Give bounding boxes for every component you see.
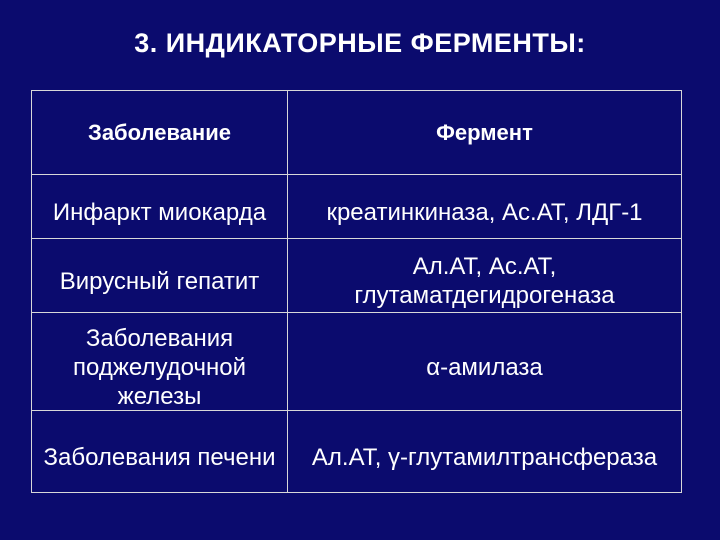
disease-text: Инфаркт миокарда	[52, 198, 267, 226]
page-title: 3. ИНДИКАТОРНЫЕ ФЕРМЕНТЫ:	[134, 28, 586, 58]
enzyme-text: Ал.АТ, Ас.АТ, глутаматдегидрогеназа	[354, 253, 615, 310]
disease-text: Вирусный гепатит	[59, 267, 260, 295]
disease-text: Заболевания печени	[43, 443, 276, 471]
header-disease: Заболевание	[32, 91, 288, 175]
enzyme-text: α-амилаза	[426, 353, 543, 381]
table-header-row	[32, 91, 682, 175]
header-enzyme: Фермент	[288, 91, 682, 175]
enzyme-cell	[288, 410, 682, 492]
table-row	[32, 238, 682, 312]
table-row	[32, 410, 682, 492]
enzyme-text: креатинкиназа, Ас.АТ, ЛДГ-1	[326, 198, 643, 226]
enzyme-cell	[288, 175, 682, 239]
disease-cell	[32, 410, 288, 492]
disease-cell	[32, 175, 288, 239]
enzyme-table	[31, 90, 682, 493]
enzyme-cell	[288, 238, 682, 312]
table-row	[32, 312, 682, 410]
disease-cell	[32, 312, 288, 410]
enzyme-cell	[288, 312, 682, 410]
disease-cell	[32, 238, 288, 312]
table-row	[32, 175, 682, 239]
disease-text: Заболевания поджелудочной железы	[73, 324, 246, 410]
enzyme-text: Ал.АТ, γ-глутамилтрансфераза	[311, 443, 658, 471]
